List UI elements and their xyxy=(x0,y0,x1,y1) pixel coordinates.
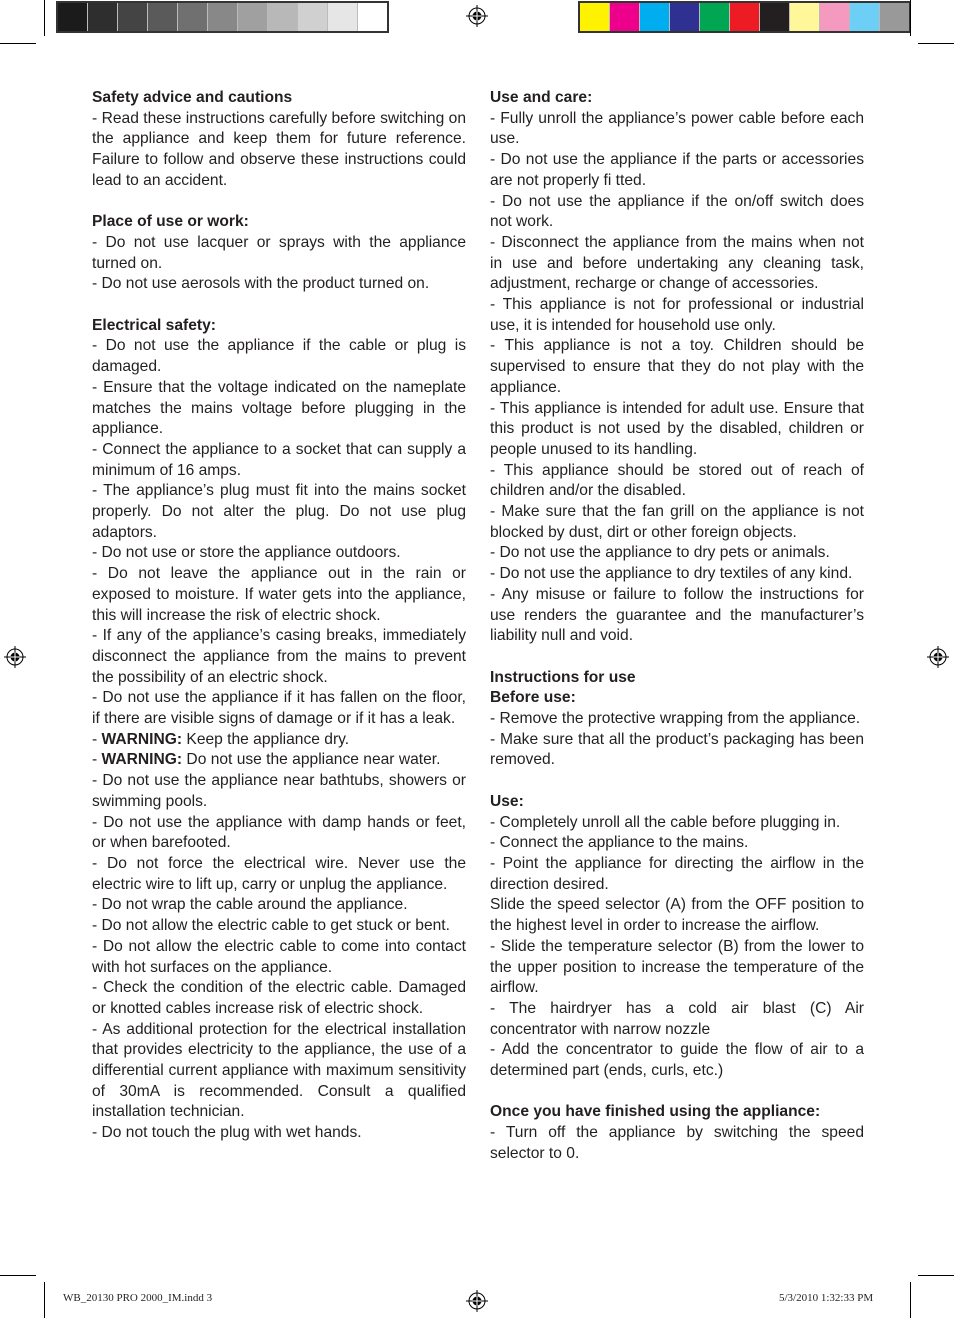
paragraph: - Do not use the appliance if it has fallen on the floor, if there are visible signs of damage or if it has a leak. xyxy=(92,689,466,728)
color-swatch xyxy=(609,3,639,31)
color-swatch xyxy=(117,3,147,31)
warning-label: WARNING: xyxy=(101,751,183,769)
paragraph: - Remove the protective wrapping from the appliance. xyxy=(490,710,861,728)
paragraph: - Do not use the appliance if the on/off switch does not work. xyxy=(490,192,864,231)
crop-mark xyxy=(910,1282,911,1318)
warning-label: WARNING: xyxy=(101,730,183,748)
color-swatch xyxy=(759,3,789,31)
paragraph: - Slide the temperature selector (B) from the lower to the upper position to increase the temperature of the airflow. xyxy=(490,937,864,997)
paragraph: - Make sure that all the product’s packaging has been removed. xyxy=(490,730,864,769)
color-swatch xyxy=(849,3,879,31)
paragraph: - Do not allow the electric cable to get stuck or bent. xyxy=(92,917,450,935)
paragraph: - Do not allow the electric cable to come into contact with hot surfaces on the appliance. xyxy=(92,937,466,976)
crop-mark xyxy=(0,43,36,44)
color-swatch xyxy=(177,3,207,31)
paragraph: - Turn off the appliance by switching the speed selector to 0. xyxy=(490,1124,864,1162)
color-swatch xyxy=(87,3,117,31)
footer-date: 5/3/2010 1:32:33 PM xyxy=(779,1292,874,1304)
color-swatch xyxy=(147,3,177,31)
paragraph: - Read these instructions carefully before switching on the appliance and keep them for future reference. Failure to follow and observe these instructions could lead to an accident. xyxy=(92,109,466,189)
paragraph: - Do not force the electrical wire. Never use the electric wire to lift up, carry or unplug the appliance. xyxy=(92,854,466,893)
paragraph: - This appliance is not for professional or industrial use, it is intended for household use only. xyxy=(490,296,864,334)
left-column xyxy=(92,88,466,1144)
color-swatch xyxy=(237,3,267,31)
section-heading-place: Place of use or work: xyxy=(92,213,249,231)
color-swatch xyxy=(297,3,327,31)
paragraph: - Make sure that the fan grill on the appliance is not blocked by dust, dirt or other foreign objects. xyxy=(490,503,864,541)
paragraph: - Do not leave the appliance out in the rain or exposed to moisture. If water gets into the appliance, this will increase the risk of electric shock. xyxy=(92,565,466,624)
paragraph: - Do not use the appliance with damp hands or feet, or when barefooted. xyxy=(92,813,466,852)
crop-mark xyxy=(0,1275,36,1276)
color-swatch xyxy=(789,3,819,31)
paragraph: - Do not use lacquer or sprays with the appliance turned on. xyxy=(92,233,466,272)
paragraph: - Do not use the appliance if the parts or accessories are not properly fi tted. xyxy=(490,151,864,189)
registration-mark-icon xyxy=(466,5,488,27)
paragraph: - Do not wrap the cable around the appliance. xyxy=(92,896,408,914)
paragraph: - Connect the appliance to a socket that can supply a minimum of 16 amps. xyxy=(92,440,466,479)
crop-mark xyxy=(918,1275,954,1276)
crop-mark xyxy=(44,0,45,36)
paragraph: - Fully unroll the appliance’s power cable before each use. xyxy=(490,109,864,148)
footer-file-name: WB_20130 PRO 2000_IM.indd 3 xyxy=(63,1292,213,1304)
paragraph: - Do not use the appliance to dry textiles of any kind. xyxy=(490,565,853,583)
paragraph: - If any of the appliance’s casing breaks, immediately disconnect the appliance from the mains to prevent the possibility of an electric shock. xyxy=(92,627,466,686)
paragraph: - Connect the appliance to the mains. xyxy=(490,834,749,852)
paragraph: - This appliance is intended for adult use. Ensure that this product is not used by the disabled, children or people unused to its handling. xyxy=(490,399,864,458)
color-swatch xyxy=(819,3,849,31)
paragraph: - Do not use or store the appliance outdoors. xyxy=(92,544,401,562)
paragraph: - Any misuse or failure to follow the instructions for use renders the guarantee and the manufacturer’s liability null and void. xyxy=(490,585,864,645)
color-swatch-bar xyxy=(578,1,911,33)
color-swatch xyxy=(699,3,729,31)
section-heading-instructions: Instructions for use xyxy=(490,668,636,686)
section-heading-finished: Once you have finished using the appliance: xyxy=(490,1103,821,1121)
paragraph: - Disconnect the appliance from the mains when not in use and before undertaking any cleaning task, adjustment, recharge or change of accessories. xyxy=(490,233,864,293)
color-swatch xyxy=(357,3,387,31)
paragraph: - The appliance’s plug must fit into the mains socket properly. Do not alter the plug. Do not use plug adaptors. xyxy=(92,482,466,541)
paragraph: - Do not use the appliance if the cable or plug is damaged. xyxy=(92,337,466,376)
paragraph: - Ensure that the voltage indicated on the nameplate matches the mains voltage before plugging in the appliance. xyxy=(92,378,466,438)
paragraph: - As additional protection for the electrical installation that provides electricity to the appliance, the use of a differential current appliance with maximum sensitivity of 30mA is recommended. Consult a qualified installation technician. xyxy=(92,1020,466,1121)
color-swatch xyxy=(669,3,699,31)
paragraph: - Check the condition of the electric cable. Damaged or knotted cables increase risk of electric shock. xyxy=(92,979,466,1017)
color-swatch xyxy=(267,3,297,31)
paragraph: - Do not touch the plug with wet hands. xyxy=(92,1124,362,1142)
paragraph: - Completely unroll all the cable before plugging in. xyxy=(490,813,841,831)
paragraph: - The hairdryer has a cold air blast (C) Air concentrator with narrow nozzle xyxy=(490,999,864,1038)
color-swatch xyxy=(639,3,669,31)
section-subheading-before-use: Before use: xyxy=(490,689,576,707)
paragraph: - Do not use the appliance to dry pets or animals. xyxy=(490,544,830,562)
registration-mark-icon xyxy=(4,646,26,668)
paragraph: - Do not use aerosols with the product turned on. xyxy=(92,275,430,293)
section-heading-use-care: Use and care: xyxy=(490,89,593,106)
warning-text: Do not use the appliance near water. xyxy=(182,751,441,769)
paragraph: - This appliance should be stored out of reach of children and/or the disabled. xyxy=(490,461,864,500)
right-column xyxy=(490,88,864,1165)
paragraph: - Point the appliance for directing the airflow in the direction desired. xyxy=(490,854,864,893)
grayscale-swatch-bar xyxy=(56,1,389,33)
warning-text: Keep the appliance dry. xyxy=(182,730,350,748)
color-swatch xyxy=(327,3,357,31)
registration-mark-icon xyxy=(466,1290,488,1312)
paragraph: - Do not use the appliance near bathtubs, showers or swimming pools. xyxy=(92,772,466,810)
section-heading-electrical: Electrical safety: xyxy=(92,316,216,334)
warning-line: - WARNING: Do not use the appliance near water. xyxy=(92,751,441,769)
paragraph: - This appliance is not a toy. Children should be supervised to ensure that they do not play with the appliance. xyxy=(490,337,864,396)
color-swatch xyxy=(207,3,237,31)
color-swatch xyxy=(729,3,759,31)
color-swatch xyxy=(879,3,909,31)
crop-mark xyxy=(910,0,911,36)
registration-mark-icon xyxy=(927,646,949,668)
color-swatch xyxy=(58,3,87,31)
paragraph: - Add the concentrator to guide the flow of air to a determined part (ends, curls, etc.) xyxy=(490,1041,864,1080)
section-heading-safety: Safety advice and cautions xyxy=(92,89,293,106)
warning-line: - WARNING: Keep the appliance dry. xyxy=(92,730,350,748)
crop-mark xyxy=(44,1282,45,1318)
crop-mark xyxy=(918,43,954,44)
section-heading-use: Use: xyxy=(490,792,524,810)
paragraph: Slide the speed selector (A) from the OFF position to the highest level in order to increase the airflow. xyxy=(490,896,864,935)
color-swatch xyxy=(580,3,609,31)
